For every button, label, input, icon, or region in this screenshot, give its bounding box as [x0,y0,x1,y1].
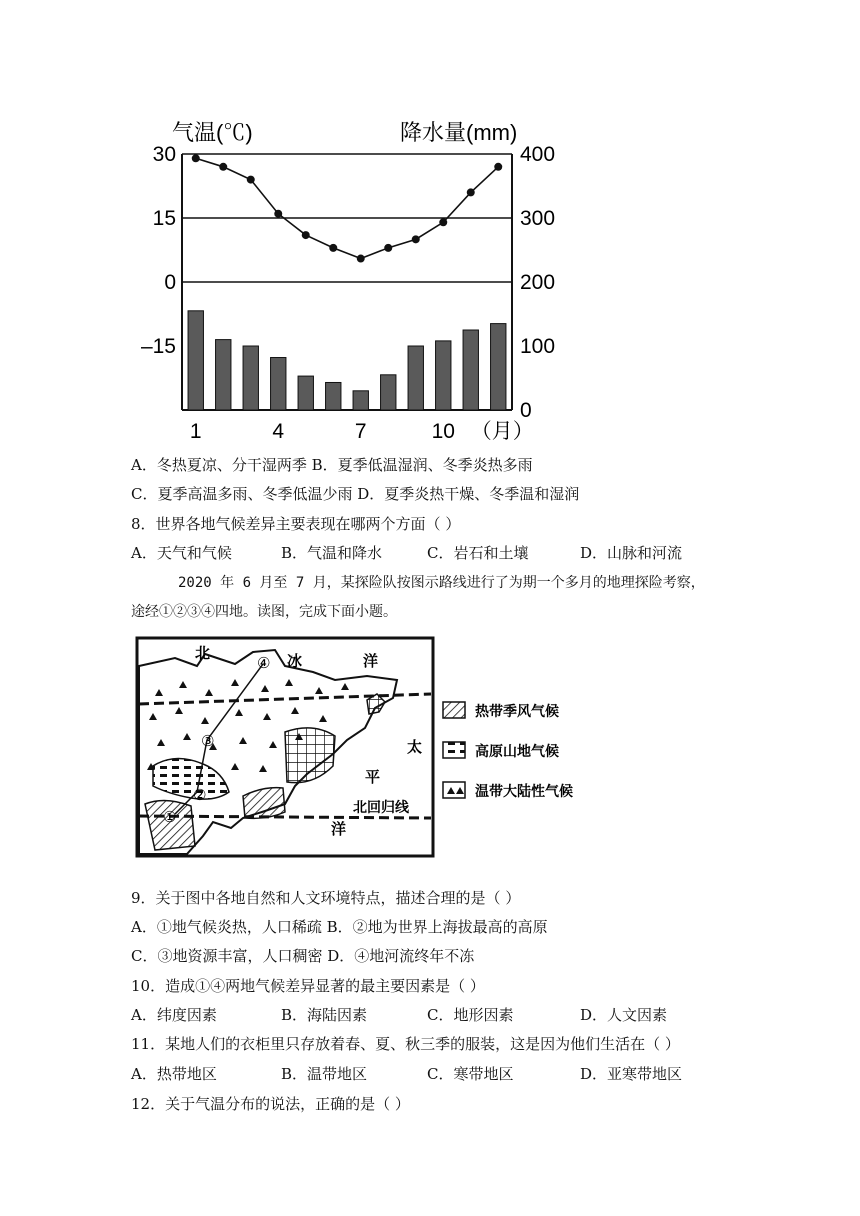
q11-option-d: D．亚寒带地区 [580,1065,683,1083]
precip-bar [188,311,203,410]
point-4: ④ [257,654,271,672]
temperature-point [384,244,392,252]
temperature-point [192,154,200,162]
asia-climate-map [135,636,605,858]
precip-bar [216,340,231,410]
x-tick-label: 10 [431,420,455,443]
temperature-line [196,158,499,258]
q11-stem: 11．某地人们的衣柜里只存放着春、夏、秋三季的服装，这是因为他们生活在（ ） [131,1035,680,1053]
temperature-point [329,244,337,252]
q9-options-line2: C．③地资源丰富，人口稠密 D．④地河流终年不冻 [131,947,475,965]
precip-bar [298,376,313,410]
x-tick-label: 4 [272,420,285,443]
q8-option-d: D．山脉和河流 [580,544,683,562]
right-tick-label: 300 [520,207,556,230]
ocean-label-tai: 太 [407,738,423,756]
legend-plateau-mountain: 高原山地气候 [475,744,559,760]
x-tick-label: 1 [189,420,202,443]
right-tick-label: 200 [520,271,556,294]
q10-option-d: D．人文因素 [580,1006,668,1024]
legend-tropical-monsoon: 热带季风气候 [475,704,559,720]
left-tick-label: 15 [152,207,176,230]
right-tick-label: 0 [520,399,532,422]
q9-options-line1: A．①地气候炎热，人口稀疏 B．②地为世界上海拔最高的高原 [131,918,548,936]
precip-bar [353,391,368,410]
temperature-point [439,218,447,226]
q11-option-a: A．热带地区 [131,1065,217,1083]
temperature-point [494,163,502,171]
temperature-point [219,163,227,171]
map-legend [443,702,573,800]
right-axis-label: 降水量(mm) [400,120,518,145]
temperature-point [467,188,475,196]
q11-option-b: B．温带地区 [281,1065,368,1083]
right-tick-label: 400 [520,143,556,166]
left-tick-label: –15 [140,335,176,358]
precip-bar [326,382,341,410]
right-tick-label: 100 [520,335,556,358]
ocean-label-yang-north: 洋 [363,652,379,670]
tropic-label: 北回归线 [353,800,409,816]
q11-option-c: C．寒带地区 [427,1065,514,1083]
q7-options-line1: A．冬热夏凉、分干湿两季 B．夏季低温湿润、冬季炎热多雨 [131,456,533,474]
ocean-label-bing: 冰 [287,652,303,670]
left-tick-label: 30 [152,143,176,166]
precip-bar [381,375,396,410]
climate-chart [130,112,556,443]
ocean-label-bei: 北 [195,644,211,662]
temperature-point [247,176,255,184]
ocean-label-ping: 平 [365,768,381,786]
precip-bar [243,346,258,410]
q8-option-a: A．天气和气候 [131,544,232,562]
q10-option-c: C．地形因素 [427,1006,514,1024]
q7-options-line2: C．夏季高温多雨、冬季低温少雨 D．夏季炎热干燥、冬季温和湿润 [131,485,580,503]
passage-line2: 途经①②③④四地。读图，完成下面小题。 [131,604,397,620]
point-1: ① [163,808,177,826]
left-axis-label: 气温(℃) [172,120,253,145]
precip-bar [436,341,451,410]
q9-stem: 9．关于图中各地自然和人文环境特点，描述合理的是（ ） [131,889,521,907]
temperature-point [302,231,310,239]
q10-stem: 10．造成①④两地气候差异显著的最主要因素是（ ） [131,977,485,995]
q8-option-b: B．气温和降水 [281,544,383,562]
precip-bar [491,324,506,410]
x-tick-label: （月） [470,420,534,443]
q8-option-c: C．岩石和土壤 [427,544,529,562]
left-tick-label: 0 [164,271,176,294]
precip-bar [271,358,286,410]
temperature-point [412,235,420,243]
q10-option-b: B．海陆因素 [281,1006,368,1024]
passage-line1: 2020 年 6 月至 7 月，某探险队按图示路线进行了为期一个多月的地理探险考察， [178,575,705,591]
point-3: ③ [201,732,215,750]
x-tick-label: 7 [354,420,367,443]
temperature-point [357,255,365,263]
q12-stem: 12．关于气温分布的说法，正确的是（ ） [131,1095,410,1113]
point-2: ② [193,786,207,804]
temperature-point [274,210,282,218]
precip-bar [463,330,478,410]
precip-bar [408,346,423,410]
q8-stem: 8．世界各地气候差异主要表现在哪两个方面（ ） [131,515,461,533]
ocean-label-yang-south: 洋 [331,820,347,838]
q10-option-a: A．纬度因素 [131,1006,217,1024]
legend-temperate-continental: 温带大陆性气候 [475,784,573,800]
